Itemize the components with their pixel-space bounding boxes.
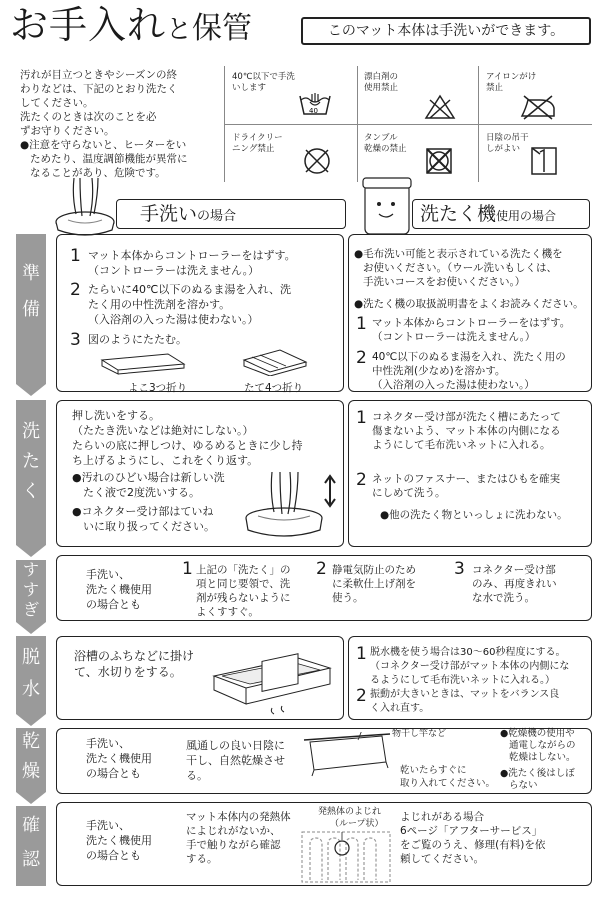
title-tail: 保管	[192, 11, 253, 46]
text-line: 振動が大きいときは、マットをバランス良	[370, 689, 560, 700]
section-label-prep	[16, 262, 46, 322]
intro-line: 汚れが目立つときやシーズンの終	[20, 69, 177, 81]
text-line: たく液で2度洗いする。	[83, 486, 200, 499]
no-dry-clean-icon	[302, 146, 332, 176]
text-line: 手洗いコースをお使いください。）	[363, 276, 526, 288]
text-line: をご覧のうえ、修理(有料)を依	[400, 839, 546, 851]
text-line: の場合とも	[86, 849, 141, 862]
machine-wash-title-main: 洗たく機	[420, 203, 497, 225]
press-wash-illustration	[240, 468, 338, 540]
text-line: に柔軟仕上げ剤を	[332, 578, 416, 590]
care-label-line: アイロンがけ	[486, 72, 537, 82]
text-line: ち上げるようにし、これをくり返す。	[72, 454, 259, 467]
care-label-line: ニング禁止	[232, 144, 275, 154]
dry-note1	[500, 728, 576, 764]
text-line: 脱水機を使う場合は30〜60秒程度にする。	[370, 647, 566, 658]
care-label-line: 日陰の吊干	[486, 133, 529, 143]
intro-text	[20, 68, 220, 180]
warning-line: ためたり、温度調節機能が異常に	[30, 153, 188, 165]
fold-horizontal-caption: よこ3つ折り	[128, 382, 188, 394]
section-char: 洗	[22, 421, 40, 442]
prep-machine-step1	[372, 316, 570, 344]
text-line: 通電しながらの	[509, 740, 576, 751]
wash-machine-step1	[372, 410, 561, 452]
warning-line: なることがあり、危険です。	[30, 167, 166, 179]
text-line: マット本体からコントローラーをはずす。	[88, 249, 296, 262]
section-char: す	[22, 580, 39, 599]
text-line: 手洗い、	[86, 819, 130, 832]
dry-note2	[500, 768, 575, 792]
section-char: 準	[22, 263, 40, 284]
section-char: 燥	[22, 761, 40, 782]
text-line: ネットのファスナー、またはひもを確実	[372, 473, 561, 485]
step-number: 3	[454, 559, 465, 579]
text-line: 洗たく機使用	[86, 834, 152, 847]
text-line: な水で洗う。	[472, 592, 535, 604]
care-no-dry-clean-label	[232, 133, 283, 155]
care-shade-dry-label	[486, 133, 529, 155]
text-line: （コントローラーは洗えません。）	[372, 331, 536, 343]
care-label-line: 乾燥の禁止	[364, 144, 407, 154]
bathtub-illustration	[212, 650, 336, 716]
text-line: 洗たく機使用	[86, 583, 152, 596]
text-line: コネクター受け部が洗たく槽にあたって	[372, 411, 561, 423]
no-iron-icon	[518, 94, 558, 120]
section-char: 水	[22, 679, 40, 700]
text-line: 風通しの良い日陰に	[186, 739, 285, 752]
text-line: のみ、再度きれい	[472, 578, 557, 590]
intro-line: わりなどは、下記のとおり洗たく	[20, 83, 178, 95]
text-line: 乾いたらすぐに	[400, 765, 467, 776]
text-line: ●毛布洗い可能と表示されている洗たく機を	[354, 248, 563, 260]
text-line: たく用の中性洗剤を溶かす。	[88, 298, 231, 311]
wash-machine-step2	[372, 472, 560, 500]
intro-line: してください。	[20, 97, 94, 109]
dry-both-label	[86, 736, 152, 781]
wash-hand-bullet1	[72, 470, 225, 500]
section-char: 脱	[22, 647, 40, 668]
text-line: て、水切りをする。	[74, 665, 182, 679]
warning-line: ●注意を守らないと、ヒーターをい	[20, 139, 187, 151]
spin-machine-step2	[370, 688, 559, 716]
care-no-iron-label	[486, 72, 536, 94]
text-line: 発熱体のよじれ	[318, 807, 382, 817]
prep-hand-step3: 図のようにたたむ。	[88, 333, 187, 346]
text-line: 6ページ「アフターサービス」	[400, 825, 543, 837]
text-line: （入浴剤の入った湯は使わない。）	[372, 379, 535, 391]
rinse-step3	[472, 563, 557, 605]
text-line: の場合とも	[86, 767, 141, 780]
text-line: する。	[186, 853, 218, 865]
machine-wash-title-suffix: 使用の場合	[496, 209, 557, 223]
check-text	[186, 810, 291, 866]
text-line: たらいの底に押しつけ、ゆるめるときに少し持	[72, 439, 303, 452]
section-char: 認	[22, 849, 40, 870]
text-line: 手洗い、	[86, 737, 130, 750]
fold-vertical-caption: たて4つ折り	[244, 382, 304, 394]
dry-reshape-caption	[400, 764, 495, 790]
banner-text: このマット本体は手洗いができます。	[327, 23, 565, 39]
text-line: 洗たく機使用	[86, 752, 152, 765]
text-line: ●汚れのひどい場合は新しい洗	[72, 471, 225, 484]
text-line: く入れ直す。	[370, 703, 430, 714]
spin-hand-text	[74, 648, 194, 680]
wash-machine-note: ●他の洗たく物といっしょに洗わない。	[380, 509, 568, 521]
text-line: 取り入れてください。	[400, 778, 496, 789]
text-line: る。	[186, 769, 208, 782]
pole-caption: 物干し竿など	[392, 729, 447, 739]
care-no-bleach-label	[364, 72, 398, 94]
text-line: ようにして毛布洗いネットに入れる。	[372, 439, 551, 451]
prep-machine-note2: ●洗たく機の取扱説明書をよくお読みください。	[354, 298, 584, 310]
hand-wash-temp: 40	[309, 107, 318, 115]
text-line: 浴槽のふちなどに掛け	[74, 649, 195, 663]
prep-hand-step2	[88, 282, 291, 327]
check-both-label	[86, 818, 152, 863]
heater-twist-caption	[318, 806, 384, 830]
intro-line: ずお守りください。	[20, 125, 115, 137]
washing-machine-illustration	[359, 176, 415, 236]
text-line: 剤が残らないように	[196, 592, 291, 604]
text-line: の場合とも	[86, 598, 141, 611]
text-line: ●乾燥機の使用や	[500, 728, 575, 739]
text-line: いに取り扱ってください。	[83, 520, 215, 533]
section-label-spin	[16, 646, 46, 702]
dry-text	[186, 738, 285, 783]
text-line: 項と同じ要領で、洗	[196, 578, 291, 590]
no-tumble-dry-icon	[424, 146, 454, 176]
drying-pole-illustration	[302, 732, 392, 778]
title-connector: と	[166, 15, 193, 45]
prep-machine-note1	[354, 247, 563, 289]
text-line: 40℃以下のぬるま湯を入れ、洗たく用の	[372, 351, 566, 363]
text-line: 上記の「洗たく」の	[196, 564, 291, 576]
step-number: 1	[356, 408, 367, 428]
spin-machine-step1	[370, 646, 569, 688]
section-label-wash	[16, 420, 46, 504]
section-char: く	[22, 481, 40, 502]
section-char: 乾	[22, 731, 40, 752]
section-char: ぎ	[22, 600, 39, 619]
step-number: 3	[70, 330, 81, 350]
prep-machine-step2	[372, 350, 566, 392]
text-line: 傷まないよう、マット本体の内側になる	[372, 425, 561, 437]
shade-dry-icon	[530, 146, 558, 176]
section-char: 備	[22, 299, 40, 320]
text-line: 手洗い、	[86, 568, 130, 581]
text-line: 頼してください。	[400, 853, 484, 865]
heater-wire-diagram	[300, 830, 392, 884]
rinse-both-label	[86, 567, 152, 612]
text-line: コネクター受け部	[472, 564, 556, 576]
care-label-line: ドライクリー	[232, 133, 283, 143]
care-label-line: 使用禁止	[364, 83, 399, 93]
step-number: 1	[356, 314, 367, 334]
step-number: 1	[356, 644, 367, 664]
step-number: 1	[70, 246, 81, 266]
check-after-service	[400, 810, 545, 866]
text-line: ●洗たく後はしぼ	[500, 768, 575, 779]
no-bleach-icon	[424, 94, 456, 120]
text-line: よくすすぐ。	[196, 606, 259, 618]
text-line: たらいに40℃以下のぬるま湯を入れ、洗	[88, 283, 292, 296]
section-char: た	[22, 451, 40, 472]
text-line: 干し、自然乾燥させ	[186, 754, 285, 767]
text-line: 押し洗いをする。	[72, 409, 160, 422]
hand-wash-title-suffix: の場合	[197, 209, 237, 224]
hand-wash-title-main: 手洗い	[140, 203, 198, 225]
step-number: 2	[356, 686, 367, 706]
section-char: す	[22, 560, 39, 579]
care-label-line: いします	[232, 83, 267, 93]
section-char: 確	[22, 815, 40, 836]
step-number: 1	[182, 559, 193, 579]
text-line: （たたき洗いなどは絶対にしない。）	[72, 424, 254, 437]
care-label-line: タンブル	[364, 133, 398, 143]
fold-horizontal-illustration	[98, 350, 188, 376]
text-line: るようにして毛布洗いネットに入れる。）	[370, 675, 555, 686]
hand-wash-title	[140, 201, 236, 230]
step-number: 2	[316, 559, 327, 579]
hand-wash-icon	[298, 92, 332, 118]
wash-hand-bullet2	[72, 504, 215, 534]
text-line: らない	[509, 780, 538, 791]
text-line: （ループ状）	[330, 819, 384, 829]
text-line: マット本体からコントローラーをはずす。	[372, 317, 571, 329]
text-line: ●コネクター受け部はていね	[72, 505, 214, 518]
text-line: お使いください。（ウール洗いもしくは、	[363, 262, 558, 274]
text-line: マット本体内の発熱体	[186, 811, 291, 823]
text-line: 中性洗剤(少なめ)を溶かす。	[372, 365, 506, 377]
page-title	[10, 2, 252, 48]
intro-line: 洗たくのときは次のことを必	[20, 111, 157, 123]
tub-hands-illustration	[54, 178, 116, 236]
text-line: （コネクター受け部がマット本体の内側にな	[370, 661, 570, 672]
care-label-line: 40℃以下で手洗	[232, 72, 295, 82]
care-label-line: しがよい	[486, 144, 521, 154]
text-line: にしめて洗う。	[372, 487, 446, 499]
text-line: 静電気防止のため	[332, 564, 416, 576]
text-line: （コントローラーは洗えません。）	[88, 264, 260, 277]
hand-wash-banner	[301, 17, 591, 45]
text-line: 手で触りながら確認	[186, 839, 281, 851]
section-label-check	[16, 814, 46, 872]
text-line: 使う。	[332, 592, 364, 604]
fold-vertical-illustration	[240, 346, 310, 376]
section-label-rinse	[16, 560, 46, 620]
machine-wash-title	[420, 201, 556, 229]
prep-hand-step1	[88, 248, 296, 278]
text-line: 乾燥はしない。	[509, 752, 576, 763]
text-line: よじれがある場合	[400, 811, 484, 823]
rinse-step1	[196, 563, 291, 619]
rinse-step2	[332, 563, 416, 605]
step-number: 2	[356, 348, 367, 368]
wash-hand-text	[72, 408, 303, 468]
step-number: 2	[356, 470, 367, 490]
care-hand-wash-label	[232, 72, 295, 94]
care-label-line: 漂白剤の	[364, 72, 399, 82]
care-label-line: 禁止	[486, 83, 504, 93]
section-label-dry	[16, 730, 46, 784]
title-main: お手入れ	[10, 3, 167, 47]
care-no-tumble-label	[364, 133, 407, 155]
step-number: 2	[70, 280, 81, 300]
text-line: （入浴剤の入った湯は使わない。）	[88, 313, 259, 326]
text-line: によじれがないか、	[186, 825, 281, 837]
